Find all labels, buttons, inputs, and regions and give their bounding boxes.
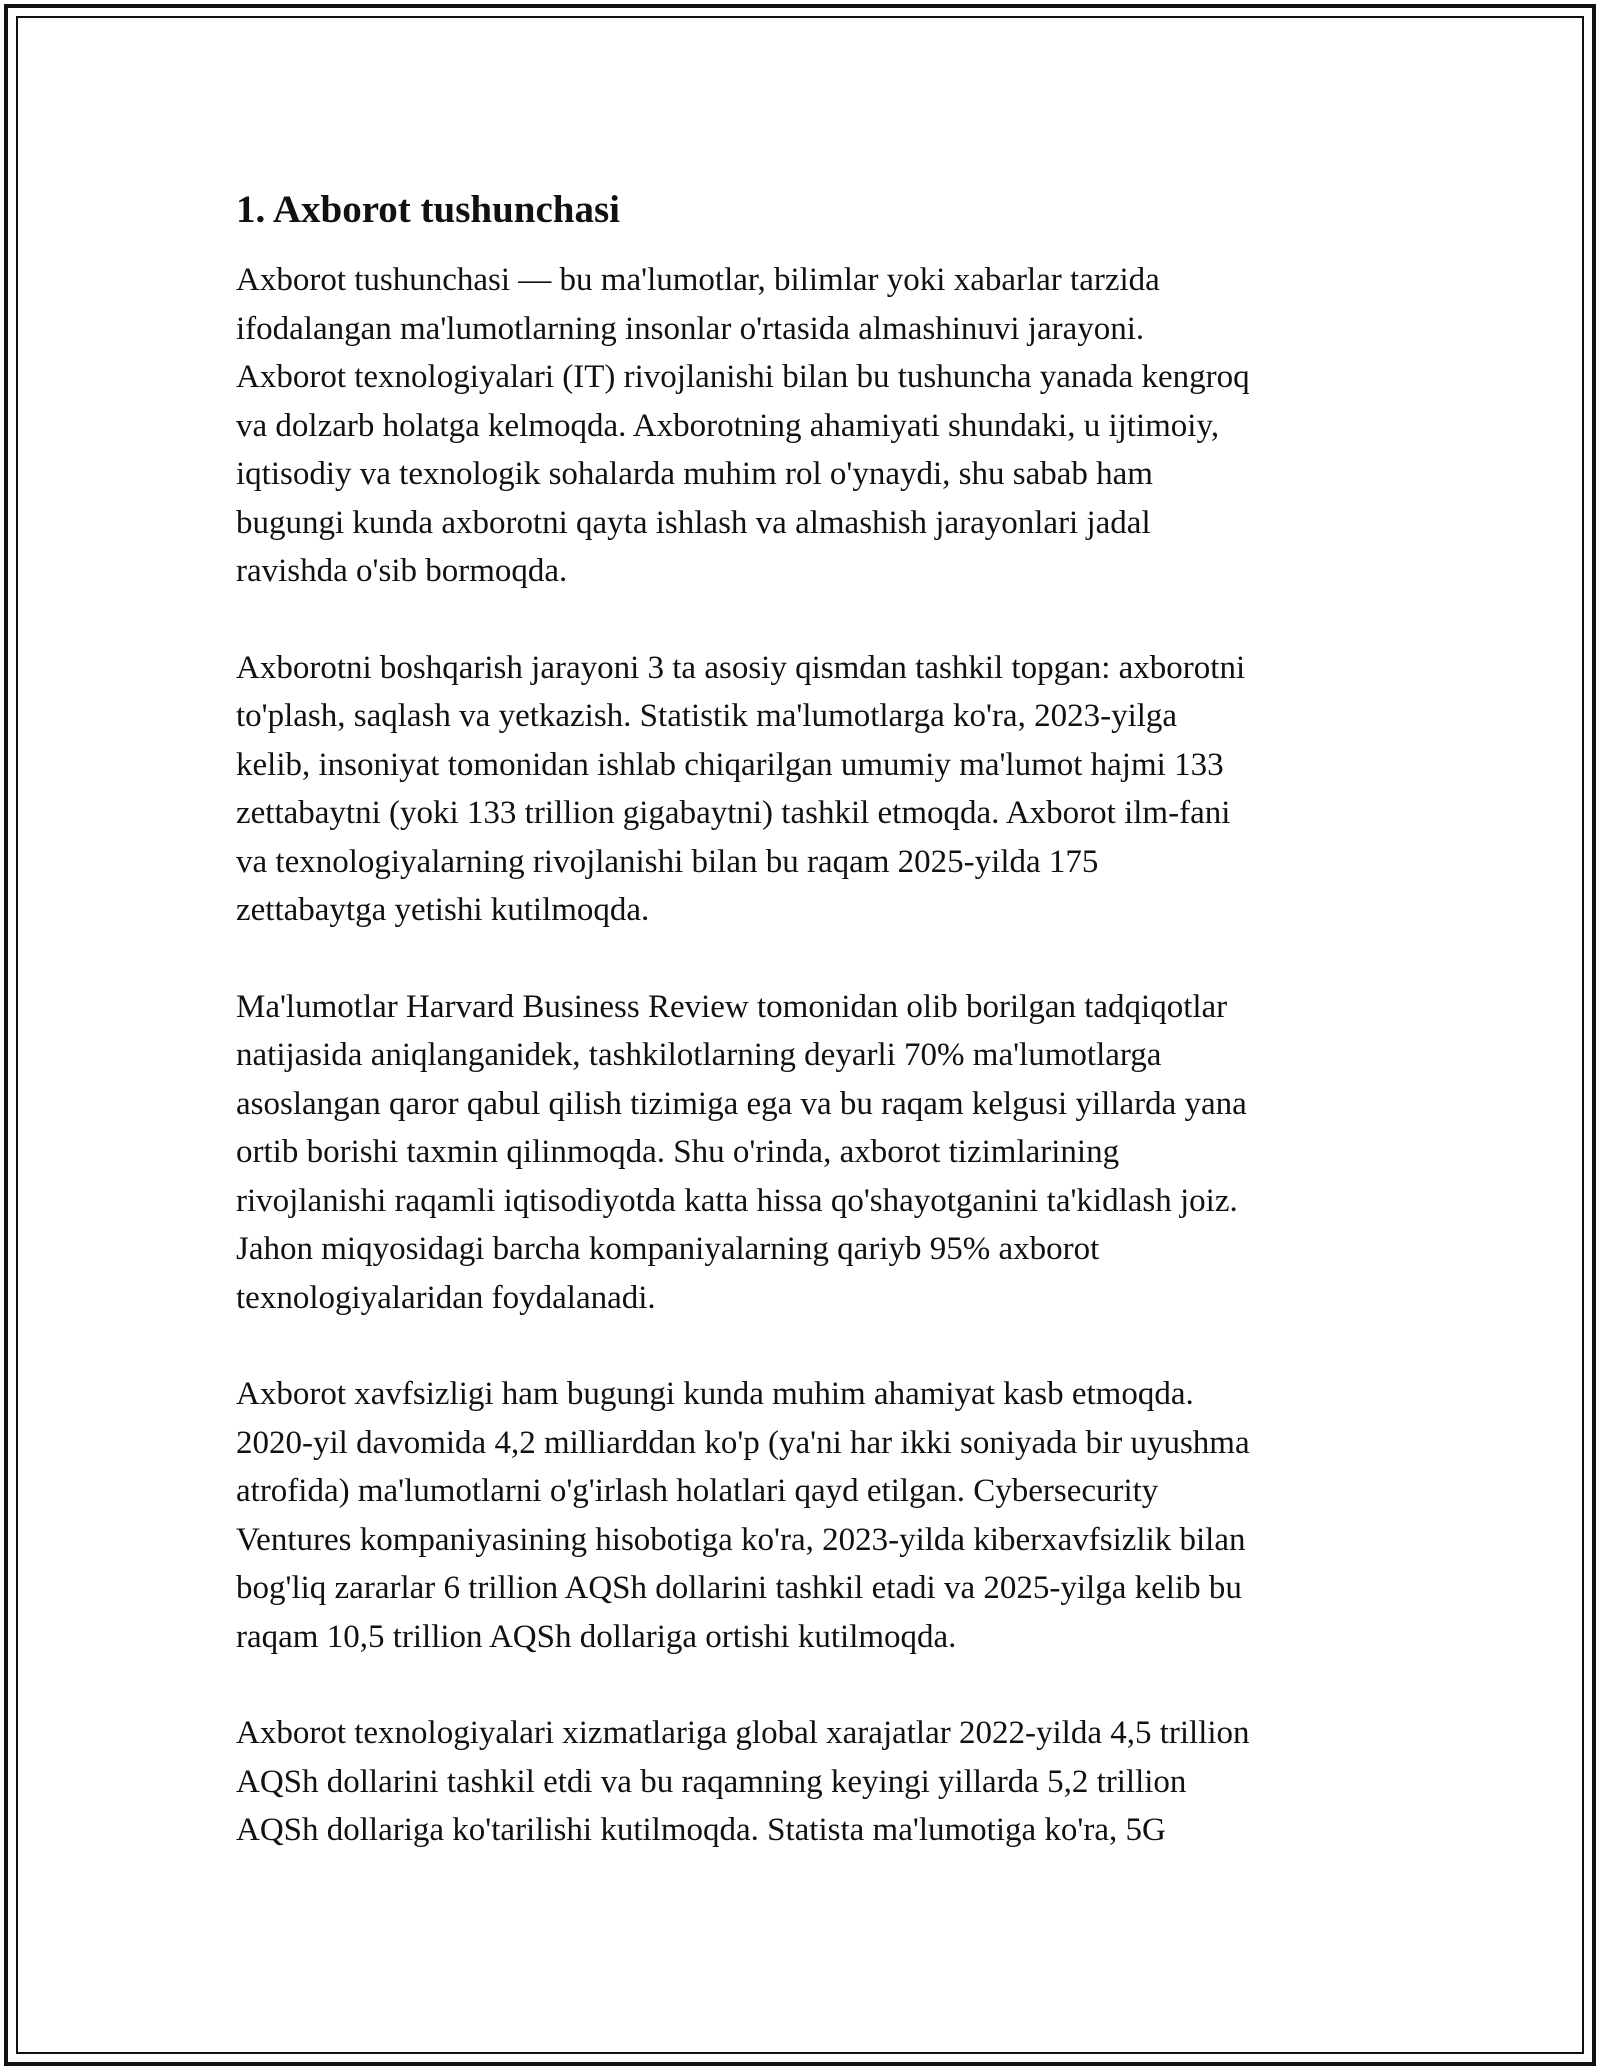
text-line: 2020-yil davomida 4,2 milliarddan ko'p (ya'ni har ikki soniyada bir uyushma bbox=[236, 1424, 1250, 1461]
text-line: zettabaytni (yoki 133 trillion gigabaytni) tashkil etmoqda. Axborot ilm-fani bbox=[236, 795, 1231, 831]
text-line: Ventures kompaniyasining hisobotiga ko'ra, 2023-yilda kiberxavfsizlik bilan bbox=[236, 1521, 1246, 1558]
text-line: iqtisodiy va texnologik sohalarda muhim rol o'ynaydi, shu sabab ham bbox=[236, 456, 1153, 492]
text-line: Axborot xavfsizligi ham bugungi kunda muhim ahamiyat kasb etmoqda. bbox=[236, 1376, 1194, 1412]
text-line: ortib borishi taxmin qilinmoqda. Shu o'rinda, axborot tizimlarining bbox=[236, 1134, 1120, 1170]
text-line: texnologiyalaridan foydalanadi. bbox=[236, 1279, 656, 1316]
text-line: natijasida aniqlanganidek, tashkilotlarning deyarli 70% ma'lumotlarga bbox=[236, 1037, 1162, 1073]
text-line: Jahon miqyosidagi barcha kompaniyalarning qariyb 95% axborot bbox=[236, 1231, 1100, 1267]
text-line: kelib, insoniyat tomonidan ishlab chiqarilgan umumiy ma'lumot hajmi 133 bbox=[236, 746, 1224, 783]
section-heading: 1. Axborot tushunchasi bbox=[236, 188, 620, 231]
text-line: raqam 10,5 trillion AQSh dollariga ortishi kutilmoqda. bbox=[236, 1618, 957, 1655]
document-body bbox=[236, 186, 1376, 1903]
text-line: Axborot texnologiyalari xizmatlariga global xarajatlar 2022-yilda 4,5 trillion bbox=[236, 1715, 1250, 1751]
text-line: asoslangan qaror qabul qilish tizimiga ega va bu raqam kelgusi yillarda yana bbox=[236, 1085, 1247, 1122]
text-line: ifodalangan ma'lumotlarning insonlar o'rtasida almashinuvi jarayoni. bbox=[236, 310, 1145, 347]
text-line: bugungi kunda axborotni qayta ishlash va almashish jarayonlari jadal bbox=[236, 504, 1151, 541]
text-line: AQSh dollarini tashkil etdi va bu raqamning keyingi yillarda 5,2 trillion bbox=[236, 1763, 1187, 1800]
text-line: atrofida) ma'lumotlarni o'g'irlash holatlari qayd etilgan. Cybersecurity bbox=[236, 1473, 1159, 1509]
paragraph-3 bbox=[236, 983, 1376, 1323]
text-line: bog'liq zararlar 6 trillion AQSh dollarini tashkil etadi va 2025-yilga kelib bu bbox=[236, 1570, 1242, 1606]
text-line: rivojlanishi raqamli iqtisodiyotda katta hissa qo'shayotganini ta'kidlash joiz. bbox=[236, 1182, 1238, 1219]
text-line: to'plash, saqlash va yetkazish. Statistik ma'lumotlarga ko'ra, 2023-yilga bbox=[236, 698, 1178, 734]
text-line: Axborot tushunchasi — bu ma'lumotlar, bilimlar yoki xabarlar tarzida bbox=[236, 262, 1160, 298]
paragraph-1 bbox=[236, 256, 1376, 596]
text-line: zettabaytga yetishi kutilmoqda. bbox=[236, 892, 650, 928]
text-line: Axborotni boshqarish jarayoni 3 ta asosiy qismdan tashkil topgan: axborotni bbox=[236, 649, 1246, 686]
text-line: Ma'lumotlar Harvard Business Review tomonidan olib borilgan tadqiqotlar bbox=[236, 988, 1228, 1025]
text-line: Axborot texnologiyalari (IT) rivojlanishi bilan bu tushuncha yanada kengroq bbox=[236, 359, 1250, 395]
text-line: va dolzarb holatga kelmoqda. Axborotning ahamiyati shundaki, u ijtimoiy, bbox=[236, 407, 1220, 444]
text-line: AQSh dollariga ko'tarilishi kutilmoqda. Statista ma'lumotiga ko'ra, 5G bbox=[236, 1812, 1166, 1848]
text-line: va texnologiyalarning rivojlanishi bilan bu raqam 2025-yilda 175 bbox=[236, 843, 1099, 880]
paragraph-4 bbox=[236, 1370, 1376, 1661]
text-line: ravishda o'sib bormoqda. bbox=[236, 553, 568, 589]
paragraph-2 bbox=[236, 644, 1376, 935]
paragraph-5 bbox=[236, 1709, 1376, 1855]
